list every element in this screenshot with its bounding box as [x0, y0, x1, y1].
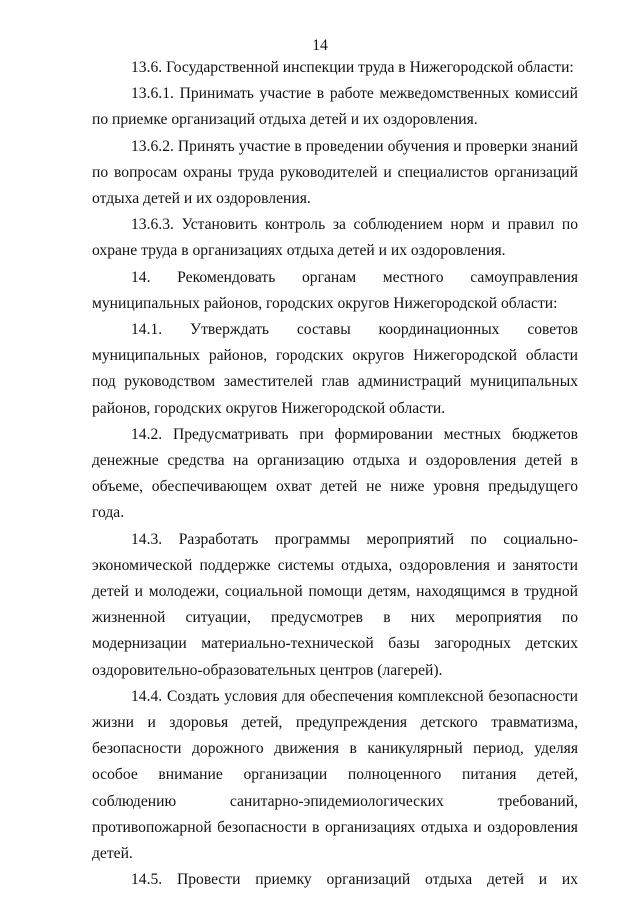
document-body — [92, 55, 578, 894]
paragraph-13-6-2: 13.6.2. Принять участие в проведении обучения и проверки знаний по вопросам охраны труда руководителей и специалистов организаций отдыха детей и их оздоровления. — [92, 137, 578, 208]
paragraph-14-5: 14.5. Провести приемку организаций отдыха детей и их — [131, 871, 578, 889]
paragraph-14-3: 14.3. Разработать программы мероприятий по социально-экономической поддержке системы отдыха, оздоровления и занятости детей и молодежи, социальной помощи детям, находящимся в трудной жизненной ситуации, предусмотрев в них мероприятия по модернизации материально-технической базы загородных детских оздоровительно-образовательных центров (лагерей). — [92, 530, 578, 679]
paragraph-14: 14. Рекомендовать органам местного самоуправления муниципальных районов, городских округов Нижегородской области: — [92, 268, 578, 312]
paragraph-14-2: 14.2. Предусматривать при формировании местных бюджетов денежные средства на организацию отдыха и оздоровления детей в объеме, обеспечивающем охват детей не ниже уровня предыдущего года. — [92, 425, 578, 522]
paragraph-13-6: 13.6. Государственной инспекции труда в Нижегородской области: — [131, 59, 574, 76]
paragraph-13-6-1: 13.6.1. Принимать участие в работе межведомственных комиссий по приемке организаций отдыха детей и их оздоровления. — [92, 85, 578, 129]
paragraph-13-6-3: 13.6.3. Установить контроль за соблюдением норм и правил по охране труда в организациях отдыха детей и их оздоровления. — [92, 216, 578, 260]
paragraph-14-1: 14.1. Утверждать составы координационных советов муниципальных районов, городских округов Нижегородской области под руководством заместителей глав администраций муниципальных районов, городских округов Нижегородской области. — [92, 321, 578, 417]
paragraph-14-4: 14.4. Создать условия для обеспечения комплексной безопасности жизни и здоровья детей, предупреждения детского травматизма, безопасности дорожного движения в каникулярный период, уделяя особое внимание организации полноценного питания детей, соблюдению санитарно-эпидемиологических требований, противопожарной безопасности в организациях отдыха и оздоровления детей. — [92, 687, 578, 863]
page-number: 14 — [312, 37, 328, 54]
